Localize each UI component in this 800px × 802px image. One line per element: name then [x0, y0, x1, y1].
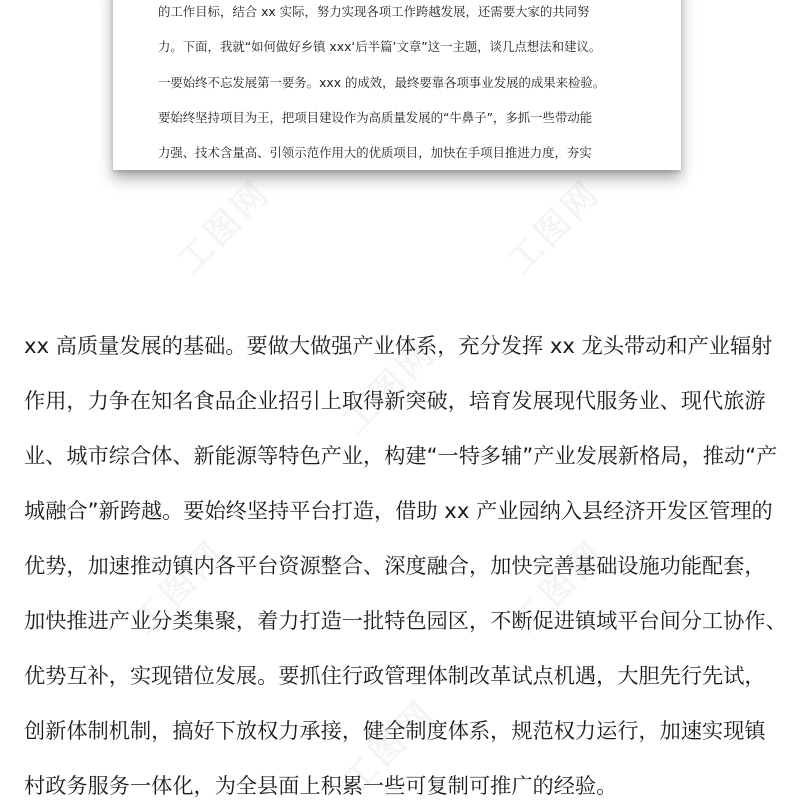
body-text-line: 优势互补，实现错位发展。要抓住行政管理体制改革试点机遇，大胆先行先试，	[24, 663, 766, 688]
body-text-line: 加快推进产业分类集聚，着力打造一批特色园区，不断促进镇域平台间分工协作、	[24, 608, 787, 633]
body-text-line: 创新体制机制，搞好下放权力承接，健全制度体系，规范权力运行，加速实现镇	[24, 718, 766, 743]
watermark	[494, 167, 609, 282]
body-text-line: 优势，加速推动镇内各平台资源整合、深度融合，加快完善基础设施功能配套，	[24, 553, 766, 578]
body-text-line: 作用，力争在知名食品企业招引上取得新突破，培育发展现代服务业、现代旅游	[24, 388, 766, 413]
card-text-line: 的工作目标，结合 xx 实际，努力实现各项工作跨越发展，还需要大家的共同努	[158, 4, 590, 19]
body-text-line: xx 高质量发展的基础。要做大做强产业体系，充分发挥 xx 龙头带动和产业辐射	[24, 333, 773, 358]
card-text-line: 力强、技术含量高、引领示范作用大的优质项目，加快在手项目推进力度，夯实	[158, 145, 592, 160]
watermark	[164, 167, 279, 282]
body-text-line: 村政务服务一体化，为全县面上积累一些可复制可推广的经验。	[24, 773, 618, 798]
card-text-line: 要始终坚持项目为王，把项目建设作为高质量发展的“牛鼻子”，多抓一些带动能	[158, 110, 593, 125]
card-text-line: 力。下面，我就“如何做好乡镇 xxx‘后半篇’文章”这一主题，谈几点想法和建议。	[158, 39, 602, 54]
body-text-line: 城融合”新跨越。要始终坚持平台打造，借助 xx 产业园纳入县经济开发区管理的	[24, 498, 773, 523]
card-text-line: 一要始终不忘发展第一要务。xxx 的成效，最终要靠各项事业发展的成果来检验。	[158, 75, 606, 90]
body-text-line: 业、城市综合体、新能源等特色产业，构建“一特多辅”产业发展新格局，推动“产	[24, 443, 778, 468]
document-preview-card	[113, 0, 681, 170]
